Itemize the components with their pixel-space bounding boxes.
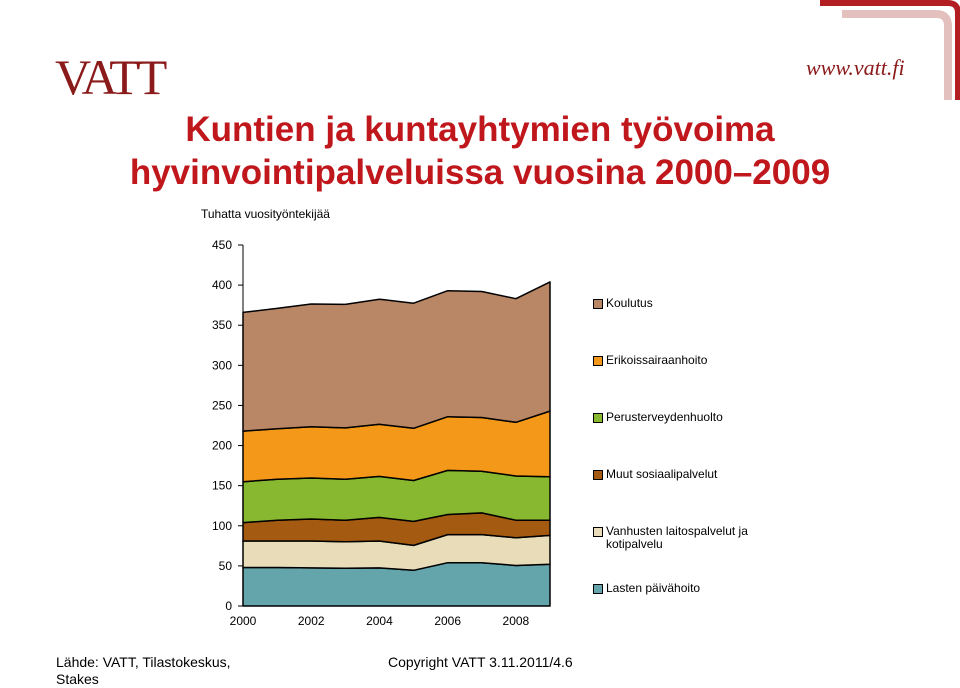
x-tick-label: 2004	[366, 614, 393, 628]
source-note	[56, 654, 231, 688]
legend-swatch	[593, 356, 603, 366]
legend-swatch	[593, 584, 603, 594]
y-tick-label: 400	[211, 278, 232, 293]
site-url[interactable]: www.vatt.fi	[806, 55, 905, 80]
y-tick-label: 350	[211, 318, 232, 333]
legend-item	[593, 297, 653, 310]
legend-swatch	[593, 527, 603, 537]
legend-swatch	[593, 470, 603, 480]
y-tick-label: 450	[211, 238, 232, 252]
y-axis-unit-label: Tuhatta vuosityöntekijää	[201, 207, 330, 221]
legend-swatch	[593, 413, 603, 423]
area-series-5	[243, 282, 550, 431]
legend-label: Perusterveydenhuolto	[606, 410, 723, 424]
copyright-note: Copyright VATT 3.11.2011/4.6	[388, 654, 573, 670]
y-tick-label: 200	[211, 438, 232, 453]
x-tick-label: 2002	[297, 614, 325, 628]
legend-swatch	[593, 299, 603, 309]
y-tick-label: 100	[211, 518, 232, 533]
legend-item	[593, 468, 717, 481]
title-line-1: Kuntien ja kuntayhtymien työvoima	[185, 110, 775, 149]
y-tick-label: 0	[225, 599, 232, 613]
source-line-1: Lähde: VATT, Tilastokeskus,	[56, 654, 231, 670]
legend-label: Erikoissairaanhoito	[606, 353, 708, 367]
legend-label: Lasten päivähoito	[606, 581, 701, 595]
x-tick-label: 2006	[434, 614, 462, 628]
legend-item	[593, 525, 748, 551]
source-line-2: Stakes	[56, 671, 99, 687]
legend-item	[593, 354, 707, 367]
legend-label: Muut sosiaalipalvelut	[606, 467, 718, 481]
legend-label: Koulutus	[606, 296, 653, 310]
title-line-2: hyvinvointipalveluissa vuosina 2000–2009	[129, 153, 831, 192]
legend-item	[593, 582, 700, 595]
y-tick-label: 250	[211, 398, 232, 413]
x-tick-label: 2008	[502, 614, 530, 628]
y-tick-label: 150	[211, 478, 232, 493]
legend-item	[593, 411, 723, 424]
vatt-logo: VATT	[55, 49, 165, 105]
y-tick-label: 50	[218, 558, 232, 573]
x-tick-label: 2000	[229, 614, 257, 628]
legend-label: Vanhusten laitospalvelut ja kotipalvelu	[606, 524, 748, 551]
y-tick-label: 300	[211, 358, 232, 373]
